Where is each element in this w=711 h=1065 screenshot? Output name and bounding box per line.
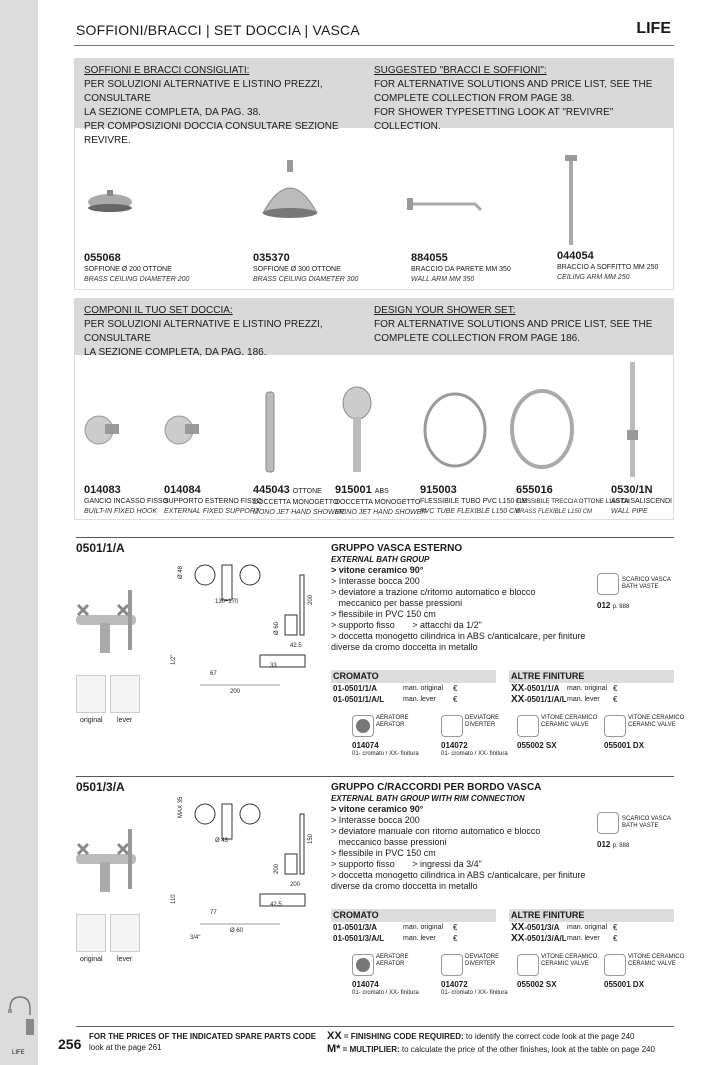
section-text: man. original [567, 924, 608, 931]
section-text [285, 615, 297, 635]
section-text [240, 565, 260, 585]
section-description [331, 543, 591, 653]
ceramic-valve-icon [604, 954, 626, 976]
product-name-en: MONO JET HAND SHOWER [335, 509, 427, 516]
ceramic-valve-icon [517, 715, 539, 737]
section-text: XX [511, 933, 525, 944]
section-text: € [613, 684, 618, 693]
section-text [300, 575, 304, 635]
section-text [356, 958, 370, 972]
product-code: 044054 [557, 250, 594, 262]
feature-item: > deviatore a trazione c/ritorno automatico e blocco [331, 587, 536, 597]
dim-label: 67 [210, 671, 217, 677]
section-text: -0501/3/A/L [524, 934, 567, 943]
section-text: 012 [597, 840, 611, 849]
section-text: man. lever [567, 935, 600, 942]
section-text [195, 565, 215, 585]
section-title: GRUPPO C/RACCORDI PER BORDO VASCA [331, 782, 542, 793]
legend-notes [327, 1030, 655, 1056]
section-text: man. lever [403, 696, 436, 703]
section-text [128, 829, 132, 889]
section-text [376, 715, 408, 729]
section-text: SCARICO VASCA [622, 816, 671, 822]
section-text: CERAMIC VALVE [541, 961, 589, 967]
accessory-diverter [441, 954, 508, 997]
product-item [611, 484, 672, 517]
technical-drawing [170, 794, 325, 944]
section-text: 012 [597, 601, 611, 610]
product-material: ABS [374, 488, 389, 495]
product-name-en: PVC TUBE FLEXIBLE L150 CM [420, 508, 520, 515]
section-text: DEVIATORE [465, 954, 500, 960]
spare-parts-line: look at the page 261 [89, 1043, 162, 1052]
section-code: 0501/3/A [76, 780, 125, 794]
dim-label: 1/2" [171, 654, 177, 665]
dim-label: 42.5 [290, 643, 302, 649]
section-text: 01- cromato / XX- finitura [352, 990, 419, 996]
section-text: € [453, 684, 458, 693]
section-text: VITONE CERAMICO [541, 954, 598, 960]
accessory-ceramic-valve-sx [517, 715, 597, 751]
section-text [78, 844, 128, 854]
section-text: AERATORE [376, 715, 409, 721]
product-code [335, 484, 426, 498]
product-name-en: BRASS CEILING DIAMETER 300 [253, 276, 359, 283]
product-code [420, 484, 527, 497]
table-row [509, 933, 674, 944]
info-line: PER SOLUZIONI ALTERNATIVE E LISTINO PREZZI, CONSULTARE [84, 319, 323, 344]
bath-waste-icon [597, 812, 619, 834]
product-name-it: FLESSIBILE TRECCIA OTTONE L150 CM [516, 499, 630, 505]
section-text [628, 715, 684, 729]
info-heading-it: SOFFIONI E BRACCI CONSIGLIATI: [84, 65, 250, 76]
product-code-text: 0530/1N [611, 484, 653, 496]
section-divider [76, 537, 674, 538]
product-name-en: BRASS CEILING DIAMETER 200 [84, 276, 190, 283]
table-row [331, 683, 496, 694]
xx-text: to identify the correct code look at the page 240 [463, 1032, 635, 1041]
other-finishes-price-table [509, 670, 674, 705]
product-item [420, 484, 527, 517]
ceramic-valve-icon [604, 715, 626, 737]
product-name-en: WALL PIPE [611, 508, 648, 515]
product-name-it: BRACCIO DA PARETE MM 350 [411, 266, 511, 273]
table-heading: CROMATO [331, 909, 496, 922]
section-text: 055002 SX [517, 741, 557, 750]
bath-waste-label [622, 816, 671, 830]
section-text: 01- cromato / XX- finitura [441, 990, 508, 996]
pvc-flexible-image [420, 390, 490, 470]
brand-label: LIFE [636, 20, 671, 37]
section-text: AERATORE [376, 954, 409, 960]
section-text: CERAMIC VALVE [628, 722, 676, 728]
section-text: € [613, 934, 618, 943]
accessory-ceramic-valve-dx [604, 954, 684, 990]
ceramic-valve-icon [517, 954, 539, 976]
accessory-ceramic-valve-dx [604, 715, 684, 751]
section-text: man. original [403, 685, 444, 692]
feature-item: > Interasse bocca 200 [331, 576, 420, 586]
feature-item: > deviatore manuale con ritorno automatico e blocco [331, 826, 541, 836]
section-text: 055001 DX [604, 980, 645, 989]
section-text: DIVERTER [465, 961, 496, 967]
info-line: COMPLETE COLLECTION FROM PAGE 38. [374, 93, 575, 104]
section-text: € [453, 923, 458, 932]
table-row [331, 694, 496, 705]
section-text: BATH VASTE [622, 584, 659, 590]
section-text [511, 922, 567, 933]
section-text [465, 954, 499, 968]
product-item [84, 252, 189, 285]
dim-label: Ø 48 [178, 565, 184, 579]
section-text: VITONE CERAMICO [541, 715, 598, 721]
product-item [164, 484, 262, 517]
product-material: OTTONE [292, 488, 322, 495]
dim-label: 42.5 [270, 902, 282, 908]
aerator-icon [352, 715, 374, 737]
product-code-text: 915001 [335, 484, 372, 496]
accessory-diverter [441, 715, 508, 758]
variant-original-label: original [80, 717, 103, 724]
product-name-it: DOCCETTA MONOGETTO [253, 499, 339, 506]
section-text [300, 814, 304, 874]
product-code: 055068 [84, 252, 121, 264]
section-text [222, 565, 232, 600]
dim-label: 200 [308, 594, 314, 605]
product-code: 884055 [411, 252, 448, 264]
m-key: M* [327, 1043, 341, 1055]
section-text: XX [511, 922, 525, 933]
section-text [541, 715, 597, 729]
section-text [356, 719, 370, 733]
feature-item: > doccetta monogetto cilindrica in ABS c/anticalcare, per finiture [331, 870, 586, 880]
other-finishes-price-table [509, 909, 674, 944]
section-code: 0501/1/A [76, 541, 125, 555]
section-text [260, 894, 305, 906]
section-text: p. 888 [612, 604, 630, 610]
dim-label: 33 [270, 663, 277, 669]
brass-flexible-image [507, 385, 577, 475]
section-text: DEVIATORE [465, 715, 500, 721]
table-row [331, 922, 496, 933]
info-line: FOR ALTERNATIVE SOLUTIONS AND PRICE LIST, SEE THE [374, 79, 653, 90]
section-text [465, 715, 499, 729]
section-text: VITONE CERAMICO [628, 954, 685, 960]
bath-mixer-photo [68, 585, 148, 665]
section-text: 01-0501/1/A/L [333, 695, 385, 704]
section-text: DIVERTER [465, 722, 496, 728]
feature-list [331, 565, 591, 653]
info-line: LA SEZIONE COMPLETA, DA PAG. 38. [84, 107, 261, 118]
feature-item: > supporto fisso > ingressi da 3/4" [331, 859, 482, 869]
feature-item: meccanico basse pressioni [331, 837, 447, 847]
page-number: 256 [58, 1036, 82, 1052]
section-text: 055001 DX [604, 741, 645, 750]
feature-item: > vitone ceramico 90° [331, 804, 424, 814]
product-code [253, 484, 344, 498]
section-text: 01-0501/1/A [333, 684, 378, 693]
section-text [100, 623, 110, 653]
table-row [509, 922, 674, 933]
dim-label: 110 [171, 894, 177, 904]
product-name-en: BRASS FLEXIBLE L150 CM [516, 509, 593, 515]
info-line: PER SOLUZIONI ALTERNATIVE E LISTINO PREZZI, CONSULTARE [84, 79, 323, 104]
section-text: -0501/1/A/L [524, 695, 567, 704]
dim-label: MAX 35 [178, 796, 184, 818]
chrome-price-table [331, 670, 496, 705]
xx-key: XX [327, 1030, 342, 1042]
product-section-0501-3-a [0, 774, 711, 1014]
section-subtitle: EXTERNAL BATH GROUP [331, 555, 430, 564]
shower-set-info-box [74, 298, 674, 358]
accessory-aerator [352, 715, 419, 758]
dim-label: 200 [274, 863, 280, 874]
section-text: € [453, 934, 458, 943]
dim-label: Ø 43 [215, 838, 229, 844]
dim-label: Ø 60 [230, 928, 244, 934]
dim-label: 130÷170 [215, 599, 239, 605]
section-text [376, 954, 408, 968]
section-text: -0501/3/A [524, 923, 560, 932]
product-code-text: 655016 [516, 484, 553, 496]
product-item [253, 484, 344, 518]
product-name-it: SOFFIONE Ø 300 OTTONE [253, 266, 341, 273]
dim-label: 150 [308, 833, 314, 844]
bath-waste-label [622, 577, 671, 591]
section-text: 01- cromato / XX- finitura [441, 751, 508, 757]
product-name-it: FLESSIBILE TUBO PVC L150 CM [420, 498, 528, 505]
xx-legend [327, 1030, 655, 1043]
chrome-price-table [331, 909, 496, 944]
section-text [222, 804, 232, 839]
external-support-image [163, 410, 203, 450]
dim-label: 200 [230, 689, 241, 695]
section-text: AERATOR [376, 961, 405, 967]
bath-waste-code [597, 601, 629, 610]
product-code [164, 484, 262, 497]
footer-divider [76, 1026, 674, 1027]
section-divider [76, 776, 674, 777]
section-title: GRUPPO VASCA ESTERNO [331, 543, 463, 554]
section-text [100, 862, 110, 892]
product-item [411, 252, 511, 285]
product-item [335, 484, 426, 518]
info-heading-en: DESIGN YOUR SHOWER SET: [374, 305, 516, 316]
section-text [541, 954, 597, 968]
product-name-en: WALL ARM MM 350 [411, 276, 475, 283]
section-text: 014072 [441, 980, 468, 989]
feature-item: > doccetta monogetto cilindrica in ABS c/anticalcare, per finiture [331, 631, 586, 641]
feature-item: > vitone ceramico 90° [331, 565, 424, 575]
feature-item: diverse da cromo doccetta in metallo [331, 881, 478, 891]
header-divider [74, 45, 674, 46]
product-code-text: 014083 [84, 484, 121, 496]
table-heading: CROMATO [331, 670, 496, 683]
product-item [253, 252, 358, 285]
section-text [628, 954, 684, 968]
product-item [84, 484, 168, 517]
info-heading-it: COMPONI IL TUO SET DOCCIA: [84, 305, 233, 316]
shower-head-300-image [255, 158, 325, 228]
multiplier-legend [327, 1043, 655, 1056]
product-code [611, 484, 672, 497]
variant-lever-label: lever [117, 717, 133, 724]
product-code [84, 484, 168, 497]
technical-drawing [170, 555, 325, 705]
dim-label: 3/4" [190, 935, 201, 941]
product-name-en: BUILT-IN FIXED HOOK [84, 508, 158, 515]
product-name-it: ASTA SALISCENDI [611, 498, 672, 505]
info-line: COMPLETE COLLECTION FROM PAGE 186. [374, 333, 580, 344]
section-text: BATH VASTE [622, 823, 659, 829]
handle-lever-image [110, 675, 140, 713]
feature-item: > flessibile in PVC 150 cm [331, 848, 436, 858]
feature-item: > flessibile in PVC 150 cm [331, 609, 436, 619]
hand-shower-brass-image [260, 390, 280, 475]
info-line: PER COMPOSIZIONI DOCCIA CONSULTARE SEZIONE REVIVRE. [84, 121, 339, 146]
feature-list [331, 804, 591, 892]
m-text: to calculate the price of the other finishes, look at the table on page 240 [399, 1045, 655, 1054]
section-text [285, 854, 297, 874]
product-name-en: EXTERNAL FIXED SUPPORT [164, 508, 260, 515]
section-text: € [613, 695, 618, 704]
section-text [511, 683, 567, 694]
handle-original-image [76, 675, 106, 713]
dim-label: 200 [290, 882, 301, 888]
spare-parts-line: FOR THE PRICES OF THE INDICATED SPARE PARTS CODE [89, 1032, 317, 1041]
shower-head-200-image [85, 188, 135, 218]
strip-label: LIFE [12, 1050, 25, 1056]
feature-item: > Interasse bocca 200 [331, 815, 420, 825]
product-item [557, 250, 658, 283]
accessory-ceramic-valve-sx [517, 954, 597, 990]
handle-lever-image [110, 914, 140, 952]
diverter-icon [441, 954, 463, 976]
product-name-en: CEILING ARM MM 250 [557, 274, 630, 281]
section-text [78, 605, 128, 615]
section-text: man. original [567, 685, 608, 692]
product-name-it: DOCCETTA MONOGETTO [335, 499, 421, 506]
section-text: man. lever [403, 935, 436, 942]
product-name-it: SUPPORTO ESTERNO FISSO [164, 498, 262, 505]
bath-waste-code [597, 840, 629, 849]
info-heading-en: SUGGESTED "BRACCI E SOFFIONI": [374, 65, 547, 76]
product-code-text: 014084 [164, 484, 201, 496]
section-text: -0501/1/A [524, 684, 560, 693]
feature-item: > supporto fisso > attacchi da 1/2" [331, 620, 482, 630]
product-code-text: 445043 [253, 484, 290, 496]
product-section-0501-1-a [0, 535, 711, 775]
table-row [509, 694, 674, 705]
wall-pipe-image [623, 360, 643, 480]
info-line: LA SEZIONE COMPLETA, DA PAG. 186. [84, 347, 267, 358]
dim-label: 77 [210, 910, 217, 916]
section-text [240, 804, 260, 824]
section-text: man. original [403, 924, 444, 931]
m-bold: = MULTIPLIER: [340, 1045, 400, 1054]
table-heading: ALTRE FINITURE [509, 909, 674, 922]
xx-bold: = FINISHING CODE REQUIRED: [341, 1032, 464, 1041]
section-text: € [613, 923, 618, 932]
variant-original-label: original [80, 956, 103, 963]
section-text [195, 804, 215, 824]
section-text [128, 590, 132, 650]
page-title: SOFFIONI/BRACCI | SET DOCCIA | VASCA [76, 22, 360, 38]
section-text: € [453, 695, 458, 704]
section-text: XX [511, 683, 525, 694]
section-text: CERAMIC VALVE [628, 961, 676, 967]
bath-waste-icon [597, 573, 619, 595]
section-text [511, 933, 567, 944]
section-text [260, 655, 305, 667]
section-text [511, 694, 567, 705]
section-text: 01-0501/3/A/L [333, 934, 385, 943]
section-text: 01- cromato / XX- finitura [352, 751, 419, 757]
section-text: man. lever [567, 696, 600, 703]
dim-label: Ø 60 [274, 621, 280, 635]
product-name-en: MONO JET HAND SHOWER [253, 509, 345, 516]
feature-item: diverse da cromo doccetta in metallo [331, 642, 478, 652]
variant-lever-label: lever [117, 956, 133, 963]
section-text: SCARICO VASCA [622, 577, 671, 583]
aerator-icon [352, 954, 374, 976]
ceiling-arm-image [561, 153, 581, 253]
info-line: FOR ALTERNATIVE SOLUTIONS AND PRICE LIST, SEE THE [374, 319, 653, 330]
feature-item: meccanico per basse pressioni [331, 598, 463, 608]
section-text: XX [511, 694, 525, 705]
info-line: FOR SHOWER TYPESETTING LOOK AT "REVIVRE" COLLECTION. [374, 107, 614, 132]
section-text: 055002 SX [517, 980, 557, 989]
section-text: CERAMIC VALVE [541, 722, 589, 728]
wall-arm-image [405, 188, 485, 218]
bath-mixer-photo [68, 824, 148, 904]
product-name-it: SOFFIONE Ø 200 OTTONE [84, 266, 172, 273]
product-code-text: 915003 [420, 484, 457, 496]
table-heading: ALTRE FINITURE [509, 670, 674, 683]
section-subtitle: EXTERNAL BATH GROUP WITH RIM CONNECTION [331, 794, 525, 803]
fixed-hook-image [83, 410, 123, 450]
diverter-icon [441, 715, 463, 737]
section-text: AERATOR [376, 722, 405, 728]
section-text: 014074 [352, 980, 379, 989]
section-text: 01-0501/3/A [333, 923, 378, 932]
product-name-it: BRACCIO A SOFFITTO MM 250 [557, 264, 659, 271]
table-row [509, 683, 674, 694]
product-code: 035370 [253, 252, 290, 264]
section-text: p. 888 [612, 843, 630, 849]
section-text: VITONE CERAMICO [628, 715, 685, 721]
spare-parts-note [89, 1031, 316, 1053]
table-row [331, 933, 496, 944]
product-name-it: GANCIO INCASSO FISSO [84, 498, 169, 505]
section-text: 014072 [441, 741, 468, 750]
accessory-aerator [352, 954, 419, 997]
hand-shower-abs-image [337, 385, 377, 475]
suggested-info-box [74, 58, 674, 146]
section-description [331, 782, 591, 892]
section-text: 014074 [352, 741, 379, 750]
handle-original-image [76, 914, 106, 952]
